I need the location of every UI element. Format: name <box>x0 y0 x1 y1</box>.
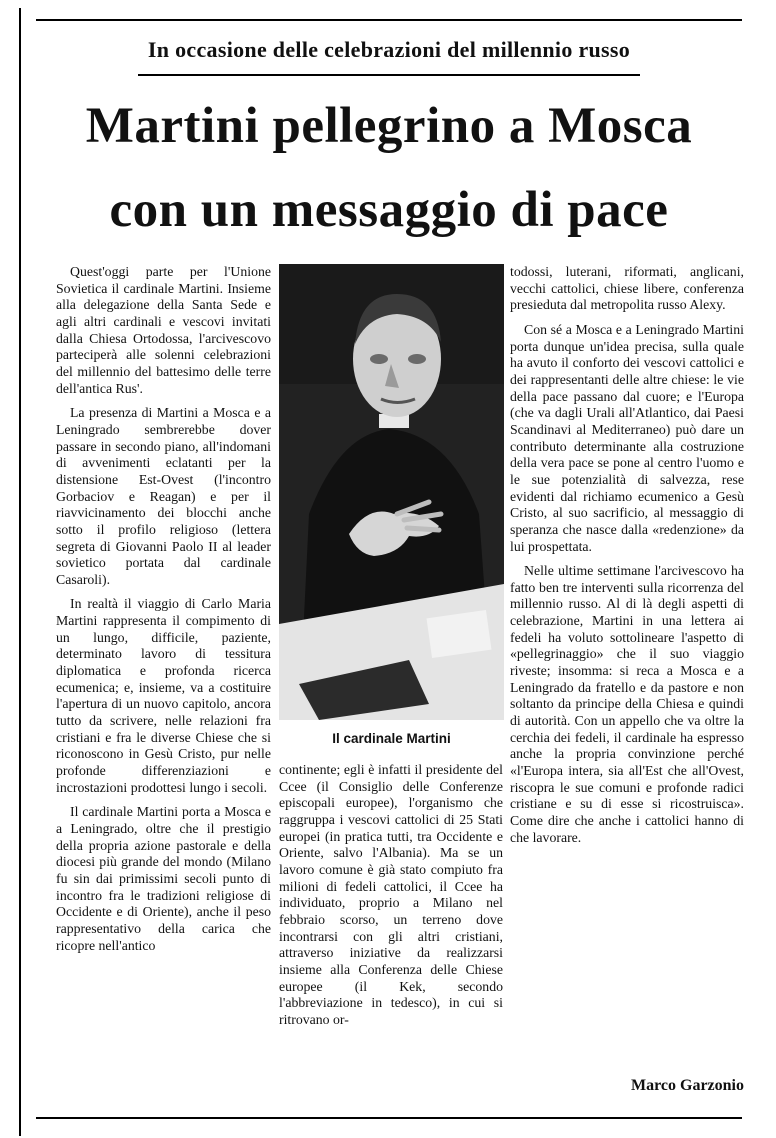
article-column-3 <box>510 264 744 846</box>
paragraph: In realtà il viaggio di Carlo Maria Martini rappresenta il compimento di un lungo, difficile, paziente, determinato lavoro di tessitura diplomatica e profonda ricerca ecumenica; e, insieme, va a costituire l'apertura di un nuovo capitolo, ancora tutto da scrivere, nelle relazioni fra cristiani e fra le diverse Chiese che si riconoscono in Gesù Cristo, pur nelle profonde differenziazioni e incrostazioni prodottesi lungo i secoli. <box>56 596 271 795</box>
left-border-rule <box>19 8 21 1136</box>
paragraph: continente; egli è infatti il presidente del Ccee (il Consiglio delle Conferenze episcopali europee), l'organismo che raggruppa i vescovi cattolici di 25 Stati europei (in pratica tutti, tra Occidente e Oriente, salvo l'Albania). Ma se un lavoro comune è già stato compiuto fra milioni di fedeli cattolici, il Ccee ha individuato, proprio a Milano nel febbraio scorso, un terreno dove incontrarsi con gli altri cristiani, attraverso iniziative da realizzarsi insieme alla Conferenza delle Chiese europee (il Kek, secondo l'abbreviazione in tedesco), in cui si ritrovano or- <box>279 762 503 1027</box>
bottom-rule <box>36 1117 742 1119</box>
top-rule <box>36 19 742 21</box>
photo-caption: Il cardinale Martini <box>332 731 451 746</box>
photo-illustration <box>279 264 504 720</box>
headline-line-1: Martini pellegrino a Mosca <box>85 98 693 154</box>
cardinal-photo <box>279 264 504 720</box>
paragraph: todossi, luterani, riformati, anglicani, vecchi cattolici, chiese libere, conferenza presieduta dal metropolita russo Alexy. <box>510 264 744 313</box>
kicker: In occasione delle celebrazioni del millennio russo <box>147 37 631 62</box>
article-column-2 <box>279 762 503 1029</box>
kicker-underline <box>138 74 640 76</box>
article-column-1 <box>56 264 271 954</box>
author-signature: Marco Garzonio <box>630 1077 744 1094</box>
headline-line-2: con un messaggio di pace <box>109 182 669 238</box>
paragraph: Con sé a Mosca e a Leningrado Martini porta dunque un'idea precisa, sulla quale ha avuto il conforto dei vescovi cattolici e dei rappresentanti delle altre chiese: le vie della pace passano dal cuore; e l'Europa (che va dagli Urali all'Atlantico, dai Paesi Scandinavi al Mediterraneo) può dare un contributo determinante alla costruzione della vera pace se pone al centro l'uomo e le sue potenzialità di salvezza, rese evidenti dal richiamo ecumenico a Gesù Cristo, al suo sacrificio, al messaggio di speranza che nasce dalla «redenzione» da lui prospettata. <box>510 321 744 554</box>
paragraph: Nelle ultime settimane l'arcivescovo ha fatto ben tre interventi sulla ricorrenza del millennio russo. Al di là degli aspetti di celebrazione, Martini in una lettera ai fedeli ha voluto sottolineare l'aspetto di «pellegrinaggio» che il suo viaggio riveste; insomma: si reca a Mosca e a Leningrado da fratello e da pastore e non soltanto da principe della Chiesa e quindi di autorità. Con un appello che va oltre la cerchia dei fedeli, il cardinale ha espresso anche la propria convinzione perché «l'Europa intera, sia all'Est che all'Ovest, riscopra le sue comuni e profonde radici cristiane e su di esse si ricostruisca». Come dire che anche i cattolici hanno di che lavorare. <box>510 563 744 845</box>
paragraph: La presenza di Martini a Mosca e a Leningrado sembrerebbe dover passare in secondo piano, all'indomani di avvenimenti eclatanti per la distensione Est-Ovest (l'incontro Gorbaciov e Reagan) e per il riavvicinamento dei blocchi anche sotto il profilo religioso (lettera segreta di Giovanni Paolo II al leader sovietico portata dal cardinale Casaroli). <box>56 405 271 587</box>
paragraph: Il cardinale Martini porta a Mosca e a Leningrado, oltre che il prestigio della propria azione pastorale e della diocesi più grande del mondo (Milano fu sin dai primissimi secoli punto di incontro fra le tradizioni religiose di Occidente e di Oriente), anche il peso rappresentativo della carica che ricopre nell'antico <box>56 804 271 953</box>
paragraph: Quest'oggi parte per l'Unione Sovietica il cardinale Martini. Insieme alla delegazione della Santa Sede e agli altri cardinali e vescovi invitati dalla Chiesa Ortodossa, l'arcivescovo parteciperà alle solenni celebrazioni del millennio del battesimo delle terre dell'antica Rus'. <box>56 264 271 396</box>
